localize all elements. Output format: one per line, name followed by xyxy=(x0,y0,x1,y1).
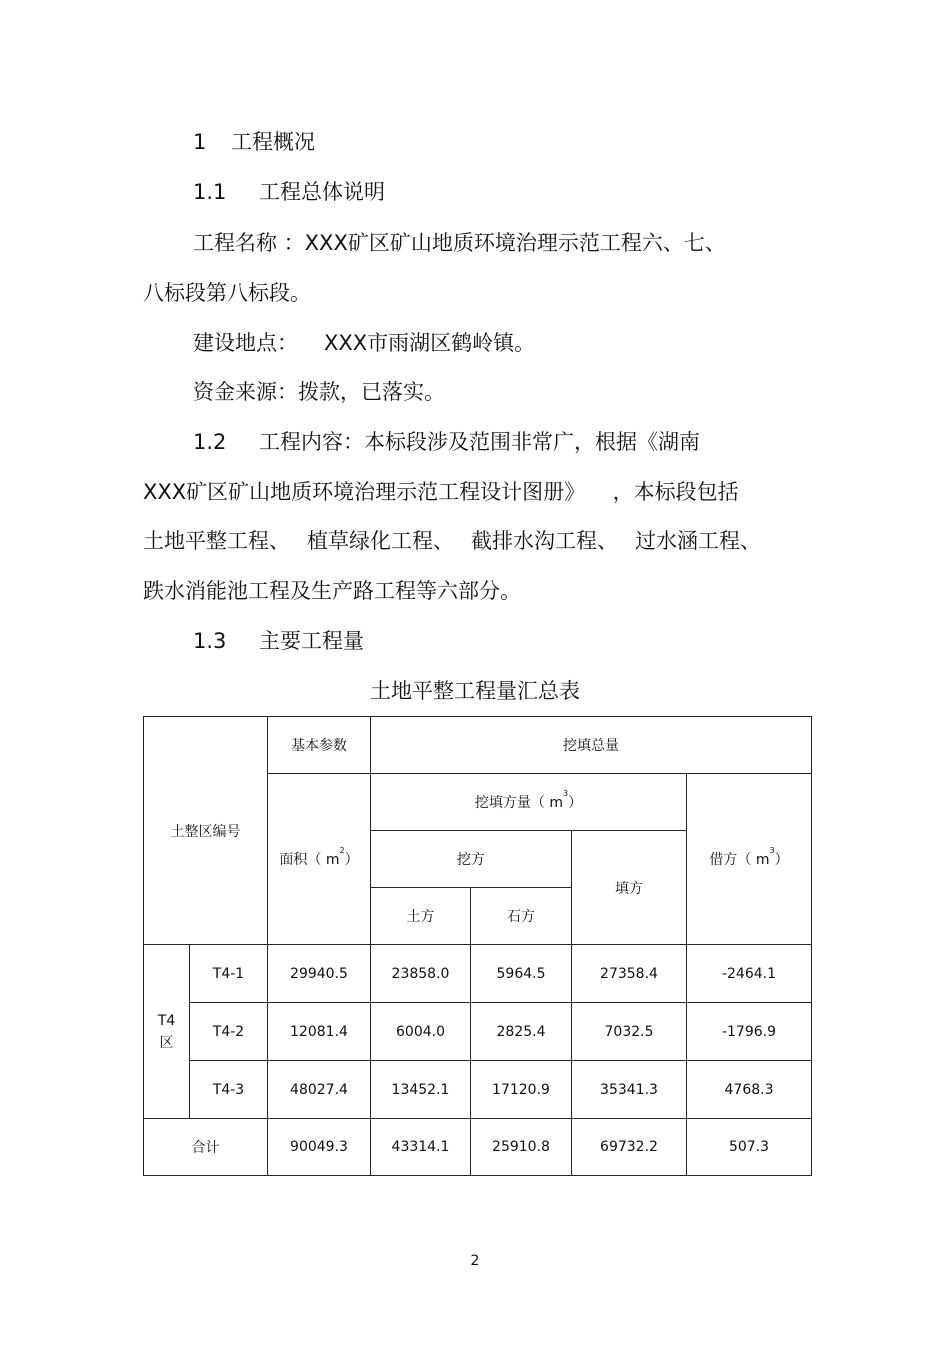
earthwork-summary-table xyxy=(143,716,812,1176)
cell-area: 48027.4 xyxy=(268,1061,371,1119)
project-name-line1: 工程名称 ：XXX矿区矿山地质环境治理示范工程六、七、 xyxy=(193,231,726,255)
header-close: ） xyxy=(568,795,583,811)
content-item: 过水涵工程、 xyxy=(635,529,761,553)
content-line2 xyxy=(143,478,739,506)
table-row xyxy=(144,1003,812,1061)
unit-superscript: 3 xyxy=(769,846,775,855)
heading-section-1 xyxy=(193,128,315,156)
table-title: 土地平整工程量汇总表 xyxy=(370,679,580,703)
header-cut: 挖方 xyxy=(371,831,572,888)
unit-superscript: 2 xyxy=(339,846,345,855)
group-label-line2: 区 xyxy=(159,1034,174,1051)
content-text: ，本标段包括 xyxy=(612,480,739,504)
cell-rock: 5964.5 xyxy=(471,945,572,1003)
header-basic-params: 基本参数 xyxy=(268,717,371,774)
total-row xyxy=(144,1119,812,1176)
table-row xyxy=(144,1061,812,1119)
total-label: 合计 xyxy=(144,1119,268,1176)
total-fill: 69732.2 xyxy=(572,1119,687,1176)
header-soil: 土方 xyxy=(371,888,471,945)
header-borrow-text: 借方（ m xyxy=(709,852,770,868)
header-fill: 填方 xyxy=(572,831,687,945)
section-title: 主要工程量 xyxy=(259,629,364,653)
cell-soil: 6004.0 xyxy=(371,1003,471,1061)
cell-area: 12081.4 xyxy=(268,1003,371,1061)
header-borrow xyxy=(687,774,812,945)
cell-borrow: -2464.1 xyxy=(687,945,812,1003)
header-zone-id: 土整区编号 xyxy=(144,717,268,945)
cell-soil: 13452.1 xyxy=(371,1061,471,1119)
cell-rock: 17120.9 xyxy=(471,1061,572,1119)
header-close: ） xyxy=(344,852,359,868)
cell-area: 29940.5 xyxy=(268,945,371,1003)
content-item: 截排水沟工程、 xyxy=(471,529,618,553)
section-number: 1.2 xyxy=(193,430,227,454)
total-rock: 25910.8 xyxy=(471,1119,572,1176)
section-title: 工程总体说明 xyxy=(259,180,385,204)
header-cut-fill-volume xyxy=(371,774,687,831)
content-text: 工程内容：本标段涉及范围非常广，根据《湖南 xyxy=(259,430,700,454)
header-rock: 石方 xyxy=(471,888,572,945)
header-total-cut-fill: 挖填总量 xyxy=(371,717,812,774)
cell-fill: 7032.5 xyxy=(572,1003,687,1061)
content-text: XXX矿区矿山地质环境治理示范工程设计图册》 xyxy=(143,480,575,504)
section-title: 工程概况 xyxy=(231,130,315,154)
cell-borrow: 4768.3 xyxy=(687,1061,812,1119)
total-soil: 43314.1 xyxy=(371,1119,471,1176)
group-label-line1: T4 xyxy=(157,1012,176,1029)
row-id: T4-1 xyxy=(190,945,268,1003)
header-area xyxy=(268,774,371,945)
cell-fill: 27358.4 xyxy=(572,945,687,1003)
section-number: 1.1 xyxy=(193,180,227,204)
cell-borrow: -1796.9 xyxy=(687,1003,812,1061)
content-line4: 跌水消能池工程及生产路工程等六部分。 xyxy=(143,579,521,603)
unit-superscript: 3 xyxy=(563,789,569,798)
content-line1 xyxy=(193,428,700,456)
header-close: ） xyxy=(774,852,789,868)
table-row xyxy=(144,945,812,1003)
cell-rock: 2825.4 xyxy=(471,1003,572,1061)
total-borrow: 507.3 xyxy=(687,1119,812,1176)
row-id: T4-3 xyxy=(190,1061,268,1119)
cell-fill: 35341.3 xyxy=(572,1061,687,1119)
group-label xyxy=(144,945,190,1119)
section-number: 1.3 xyxy=(193,629,227,653)
section-number: 1 xyxy=(193,130,207,154)
cell-soil: 23858.0 xyxy=(371,945,471,1003)
content-line3 xyxy=(143,527,761,555)
heading-section-1-3 xyxy=(193,627,364,655)
location-line xyxy=(193,329,535,357)
location-label: 建设地点： xyxy=(193,331,298,355)
page-number: 2 xyxy=(470,1253,480,1269)
heading-section-1-1 xyxy=(193,178,385,206)
header-cut-fill-volume-text: 挖填方量（ m xyxy=(474,795,563,811)
header-area-text: 面积（ m xyxy=(279,852,340,868)
content-item: 土地平整工程、 xyxy=(143,529,290,553)
total-area: 90049.3 xyxy=(268,1119,371,1176)
header-row-1 xyxy=(144,717,812,774)
row-id: T4-2 xyxy=(190,1003,268,1061)
funding-line: 资金来源：拨款，已落实。 xyxy=(193,380,445,404)
project-name-line2: 八标段第八标段。 xyxy=(143,281,311,305)
content-item: 植草绿化工程、 xyxy=(307,529,454,553)
location-value: XXX市雨湖区鹤岭镇。 xyxy=(324,331,536,355)
